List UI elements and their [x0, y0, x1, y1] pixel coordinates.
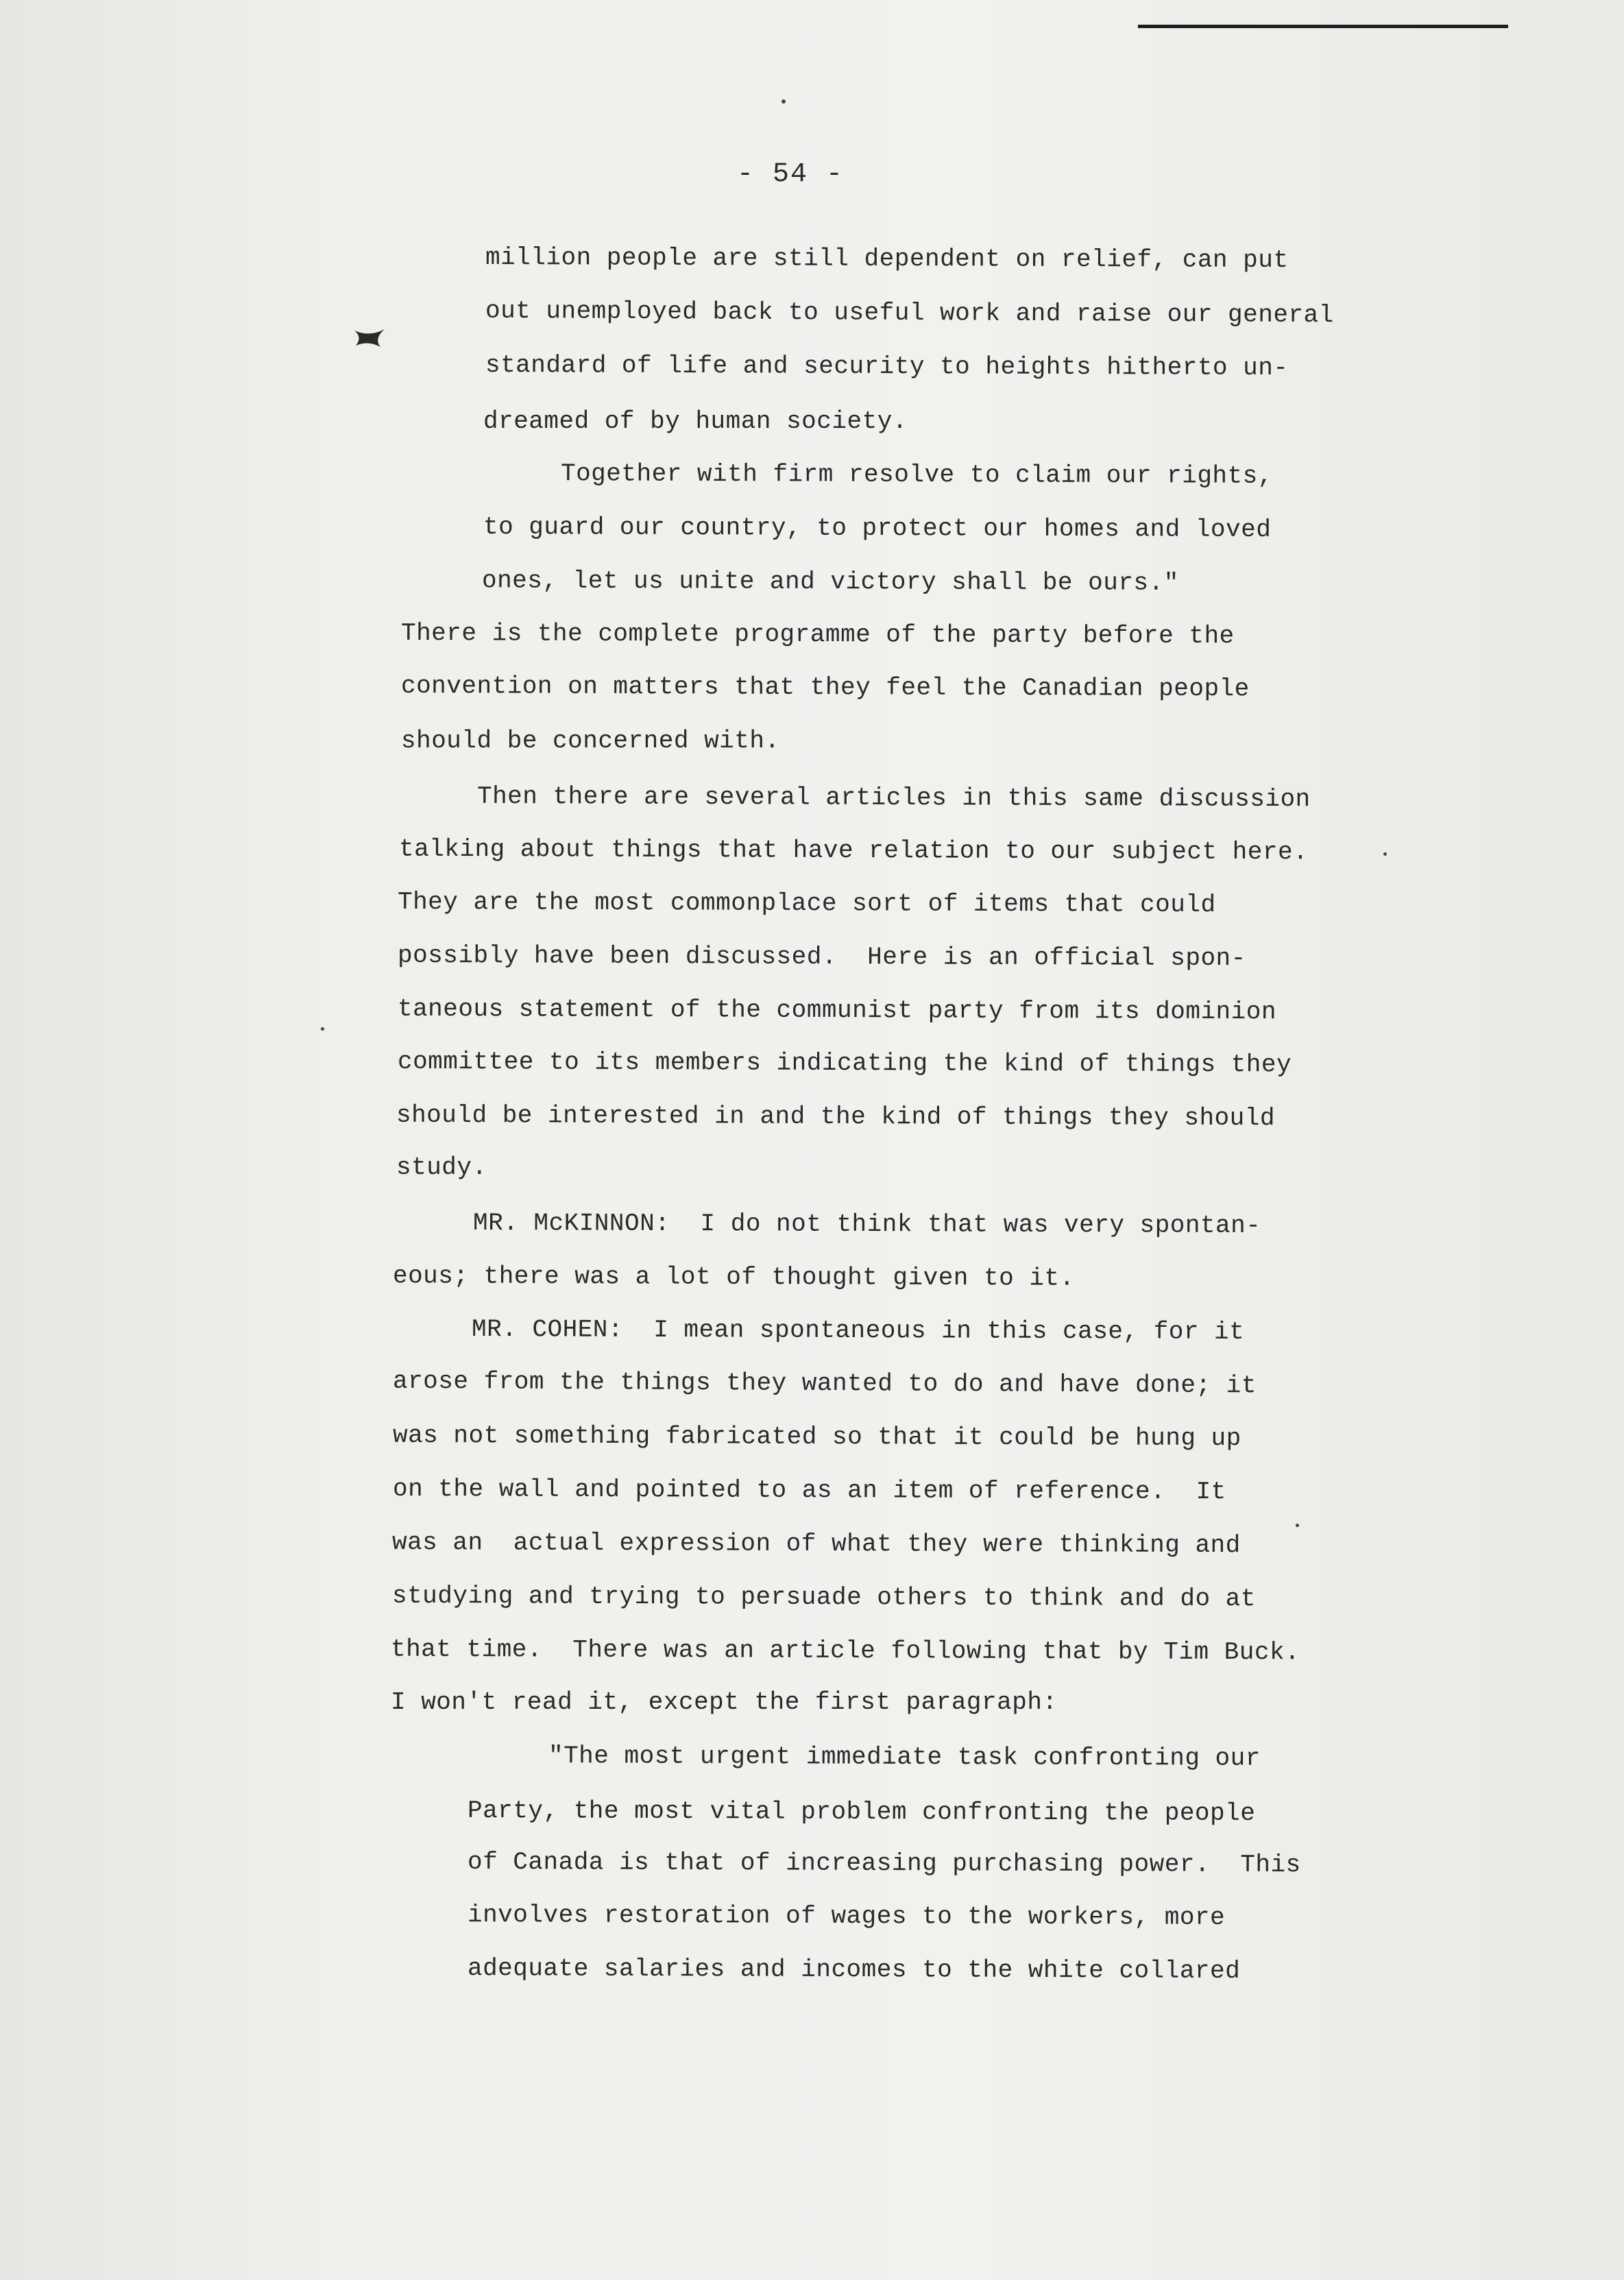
text-line: taneous statement of the communist party from its dominion	[397, 994, 1277, 1027]
text-line: that time. There was an article following that by Tim Buck.	[390, 1635, 1300, 1667]
speck	[321, 1027, 324, 1031]
text-line: million people are still dependent on relief, can put	[485, 243, 1289, 275]
text-line: MR. McKINNON: I do not think that was very spontan-	[472, 1208, 1261, 1240]
text-line: I won't read it, except the first paragraph:	[391, 1688, 1058, 1716]
speck	[1383, 852, 1387, 856]
text-line: adequate salaries and incomes to the white collared	[467, 1954, 1241, 1985]
text-line: ones, let us unite and victory shall be ours."	[481, 566, 1179, 597]
text-line: was not something fabricated so that it could be hung up	[392, 1421, 1241, 1453]
text-line: There is the complete programme of the party before the	[400, 619, 1235, 651]
speck	[781, 99, 786, 104]
text-line: was an actual expression of what they were thinking and	[391, 1528, 1241, 1560]
text-line: should be interested in and the kind of things they should	[396, 1101, 1276, 1133]
text-line: on the wall and pointed to as an item of reference. It	[392, 1474, 1226, 1507]
text-line: Together with firm resolve to claim our rights,	[560, 459, 1273, 490]
text-line: studying and trying to persuade others to think and do at	[391, 1581, 1256, 1613]
text-line: MR. COHEN: I mean spontaneous in this case, for it	[471, 1315, 1245, 1346]
text-line: committee to its members indicating the kind of things they	[397, 1047, 1292, 1079]
text-line: talking about things that have relation to our subject here.	[398, 835, 1309, 867]
text-line: of Canada is that of increasing purchasing power. This	[467, 1847, 1301, 1880]
text-line: convention on matters that they feel the Canadian people	[400, 671, 1250, 704]
text-line: possibly have been discussed. Here is an official spon-	[397, 941, 1246, 973]
margin-mark	[353, 328, 386, 350]
text-line: dreamed of by human society.	[483, 407, 908, 435]
text-line: arose from the things they wanted to do and have done; it	[392, 1367, 1257, 1400]
top-rule	[1138, 25, 1508, 28]
text-line: "The most urgent immediate task confronting our	[548, 1742, 1261, 1773]
text-line: should be concerned with.	[401, 727, 780, 755]
text-line: Party, the most vital problem confronting the people	[467, 1796, 1256, 1828]
text-line: study.	[396, 1153, 487, 1181]
page-number: - 54 -	[737, 159, 845, 190]
text-line: to guard our country, to protect our homes and loved	[483, 512, 1272, 544]
text-line: Then there are several articles in this same discussion	[476, 782, 1311, 814]
text-line: standard of life and security to heights hitherto un-	[485, 350, 1289, 383]
speck	[1296, 1524, 1299, 1527]
text-line: involves restoration of wages to the workers, more	[467, 1901, 1226, 1932]
text-line: out unemployed back to useful work and raise our general	[485, 296, 1334, 330]
text-line: eous; there was a lot of thought given to it.	[392, 1262, 1075, 1293]
text-line: They are the most commonplace sort of items that could	[397, 887, 1216, 920]
